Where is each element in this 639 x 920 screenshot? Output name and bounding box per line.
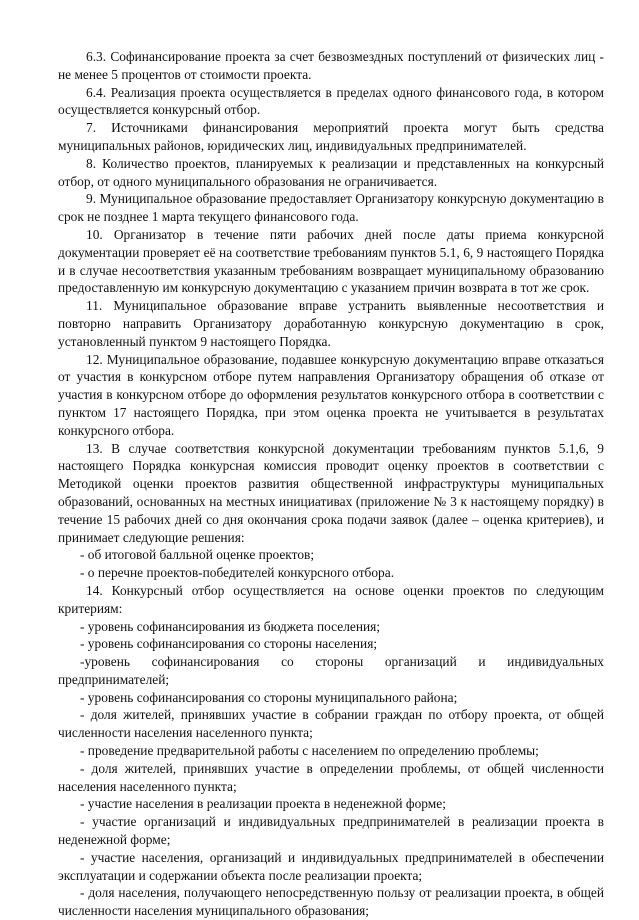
- list-item: - уровень софинансирования из бюджета поселения;: [80, 618, 381, 634]
- list-item: - участие населения в реализации проекта в неденежной форме;: [80, 796, 446, 812]
- list-item: - доля населения, получающего непосредственную пользу от реализации проекта, в общей численности населения муниципального образования;: [58, 885, 604, 919]
- paragraph-8: 8. Количество проектов, планируемых к реализации и представленных на конкурсный отбор, от одного муниципального образования не ограничивается.: [58, 155, 604, 189]
- list-item: - доля жителей, принявших участие в определении проблемы, от общей численности населения населенного пункта;: [58, 760, 604, 794]
- list-item: - проведение предварительной работы с населением по определению проблемы;: [80, 743, 539, 759]
- paragraph-6-3: 6.3. Софинансирование проекта за счет безвозмездных поступлений от физических лиц - не менее 5 процентов от стоимости проекта.: [58, 49, 604, 82]
- paragraph-6-4: 6.4. Реализация проекта осуществляется в пределах одного финансового года, в котором осуществляется конкурсный отбор.: [58, 84, 604, 118]
- paragraph-7: 7. Источниками финансирования мероприятий проекта могут быть средства муниципальных районов, юридических лиц, индивидуальных предпринимателей.: [58, 120, 604, 153]
- paragraph-14: 14. Конкурсный отбор осуществляется на основе оценки проектов по следующим критериям:: [58, 582, 604, 616]
- list-item: - уровень софинансирования со стороны муниципального района;: [80, 689, 458, 705]
- paragraph-11: 11. Муниципальное образование вправе устранить выявленные несоответствия и повторно направить Организатору доработанную конкурсную документацию в срок, установленный пунктом 9 настоящего Порядка.: [58, 298, 604, 349]
- list-item: - уровень софинансирования со стороны населения;: [80, 636, 378, 652]
- paragraph-13: 13. В случае соответствия конкурсной документации требованиям пунктов 5.1,6, 9 настоящего Порядка конкурсная комиссия проводит оценку проектов в соответствии с Методикой оценки проектов развития общественной инфраструктуры муниципальных образований, основанных на местных инициативах (приложение № 3 к настоящему порядку) в течение 15 рабочих дней со дня окончания срока подачи заявок (далее – оценка критериев), и принимает следующие решения:: [58, 440, 604, 545]
- list-item: -уровень софинансирования со стороны организаций и индивидуальных предпринимателей;: [58, 654, 604, 687]
- list-item: - участие населения, организаций и индивидуальных предпринимателей в обеспечении эксплуатации и содержании объекта после реализации проекта;: [58, 849, 604, 883]
- document-page: [58, 48, 604, 920]
- list-item: - об итоговой балльной оценке проектов;: [80, 547, 315, 563]
- paragraph-12: 12. Муниципальное образование, подавшее конкурсную документацию вправе отказаться от участия в конкурсном отборе путем направления Организатору обращения об отказе от участия в конкурсном отборе до оформления результатов конкурсного отбора в соответствии с пунктом 17 настоящего Порядка, при этом оценка проекта не учитывается в результатах конкурсного отбора.: [58, 351, 604, 438]
- list-item: - о перечне проектов-победителей конкурсного отбора.: [80, 565, 395, 581]
- list-item: - участие организаций и индивидуальных предпринимателей в реализации проекта в неденежной форме;: [58, 814, 604, 848]
- paragraph-10: 10. Организатор в течение пяти рабочих дней после даты приема конкурсной документации проверяет её на соответствие требованиям пунктов 5.1, 6, 9 настоящего Порядка и в случае несоответствия указанным требованиям возвращает муниципальному образованию предоставленную им конкурсную документацию с указанием причин возврата в тот же срок.: [58, 226, 604, 296]
- list-item: - доля жителей, принявших участие в собрании граждан по отбору проекта, от общей численности населения населенного пункта;: [58, 707, 604, 741]
- paragraph-9: 9. Муниципальное образование предоставляет Организатору конкурсную документацию в срок не позднее 1 марта текущего финансового года.: [58, 191, 604, 225]
